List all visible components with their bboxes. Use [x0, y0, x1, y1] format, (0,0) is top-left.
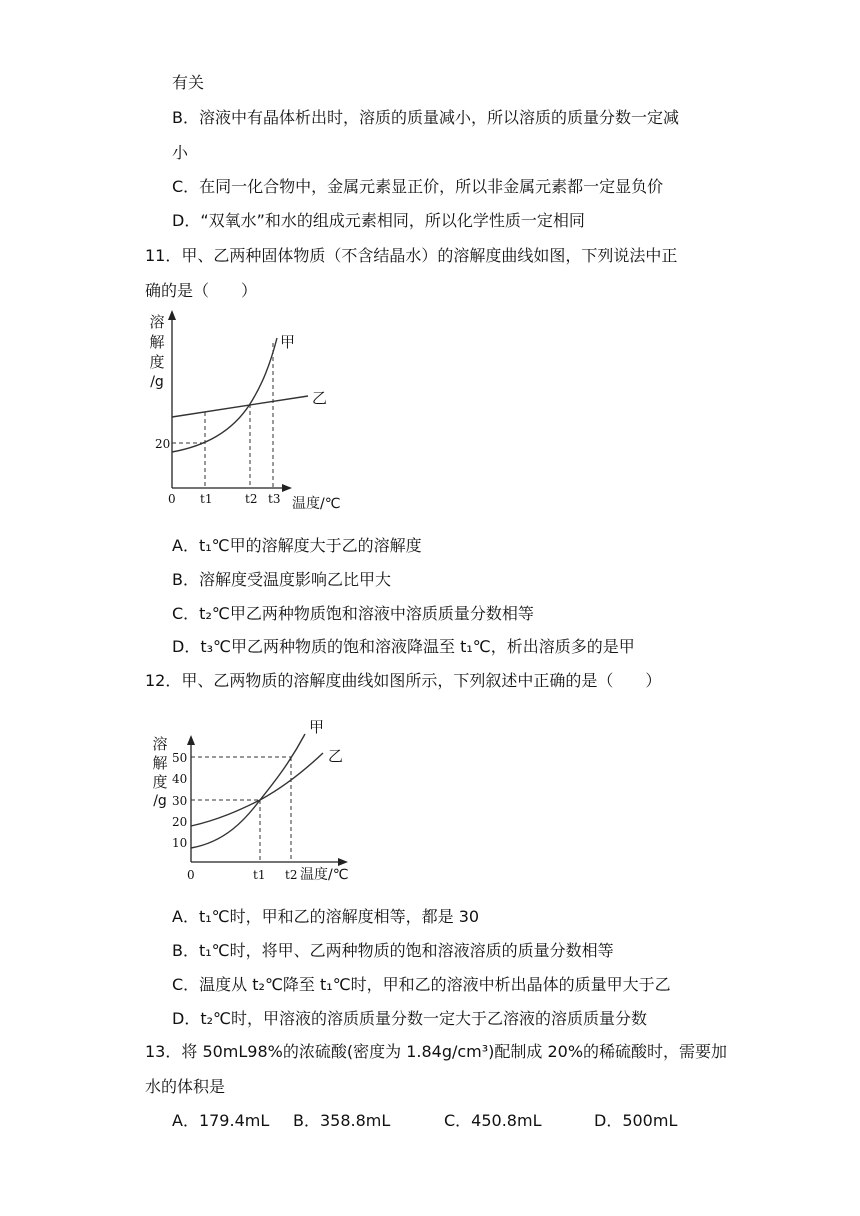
q12-ylabel-3: 度 [152, 773, 168, 791]
q12-origin: 0 [187, 868, 195, 882]
q12-curve-yi [191, 753, 323, 826]
q11-option-c: C．t₂℃甲乙两种物质饱和溶液中溶质质量分数相等 [172, 604, 534, 623]
q11-ytick-20: 20 [155, 437, 171, 451]
q12-xtick-t2: t2 [285, 868, 298, 882]
q11-ylabel-1: 溶 [149, 313, 165, 331]
q12-ytick-10: 10 [172, 836, 188, 850]
q11-ylabel-2: 解 [149, 333, 165, 351]
q11-option-b: B．溶解度受温度影响乙比甲大 [172, 570, 391, 589]
q12-ytick-50: 50 [172, 751, 188, 765]
q12-y-arrow [187, 735, 195, 745]
q13-options [0, 1111, 860, 1131]
q12-series-yi: 乙 [328, 747, 344, 765]
q10-option-c: C．在同一化合物中，金属元素显正价，所以非金属元素都一定显负价 [172, 177, 664, 196]
q11-origin: 0 [168, 492, 176, 506]
q11-curve-jia [172, 338, 277, 452]
q11-y-arrow [168, 310, 176, 320]
q10-tail: 有关 [172, 73, 205, 92]
q12-ylabel-4: /g [153, 793, 167, 809]
q11-series-jia: 甲 [280, 333, 296, 351]
q12-x-arrow [338, 858, 348, 866]
q10-option-d: D．“双氧水”和水的组成元素相同，所以化学性质一定相同 [172, 211, 585, 230]
q12-ytick-20: 20 [172, 815, 188, 829]
q11-ylabel-4: /g [150, 374, 164, 390]
q11-series-yi: 乙 [312, 389, 328, 407]
q11-option-a: A．t₁℃甲的溶解度大于乙的溶解度 [172, 536, 422, 555]
q12-option-b: B．t₁℃时，将甲、乙两种物质的饱和溶液溶质的质量分数相等 [172, 941, 614, 960]
q12-curve-jia [191, 734, 305, 848]
q10-option-b-line2: 小 [172, 143, 189, 162]
q11-option-d: D．t₃℃甲乙两种物质的饱和溶液降温至 t₁℃，析出溶质多的是甲 [172, 637, 635, 656]
q11-curve-yi [172, 396, 308, 417]
q13-option-a: A．179.4mL [172, 1111, 270, 1130]
q11-stem-line2: 确的是（ ） [145, 281, 258, 300]
q12-xtick-t1: t1 [253, 868, 266, 882]
q12-option-a: A．t₁℃时，甲和乙的溶解度相等，都是 30 [172, 907, 480, 926]
q12-stem: 12．甲、乙两物质的溶解度曲线如图所示，下列叙述中正确的是（ ） [145, 671, 662, 690]
q13-option-d: D．500mL [594, 1111, 678, 1130]
q12-series-jia: 甲 [309, 718, 325, 736]
q12-ylabel-2: 解 [152, 754, 168, 772]
q12-xlabel: 温度/℃ [300, 867, 349, 883]
q10-option-b-line1: B．溶液中有晶体析出时，溶质的质量减小，所以溶质的质量分数一定减 [172, 108, 679, 127]
q12-ytick-30: 30 [172, 794, 188, 808]
q12-option-d: D．t₂℃时，甲溶液的溶质质量分数一定大于乙溶液的溶质质量分数 [172, 1009, 647, 1028]
q11-x-arrow [282, 484, 292, 492]
q12-option-c: C．温度从 t₂℃降至 t₁℃时，甲和乙的溶液中析出晶体的质量甲大于乙 [172, 975, 671, 994]
q13-stem-line2: 水的体积是 [145, 1077, 226, 1096]
q11-ylabel-3: 度 [149, 353, 165, 371]
q11-xtick-t2: t2 [245, 492, 258, 506]
q12-ytick-40: 40 [172, 772, 188, 786]
q13-stem-line1: 13．将 50mL98%的浓硫酸(密度为 1.84g/cm³)配制成 20%的稀硫酸时，需要加 [145, 1042, 728, 1061]
q12-ylabel-1: 溶 [152, 735, 168, 753]
q11-xlabel: 温度/℃ [292, 496, 341, 512]
q13-option-c: C．450.8mL [444, 1111, 542, 1130]
q11-xtick-t3: t3 [268, 492, 281, 506]
q11-xtick-t1: t1 [200, 492, 213, 506]
q13-option-b: B．358.8mL [293, 1111, 391, 1130]
q11-stem-line1: 11．甲、乙两种固体物质（不含结晶水）的溶解度曲线如图，下列说法中正 [145, 246, 678, 265]
